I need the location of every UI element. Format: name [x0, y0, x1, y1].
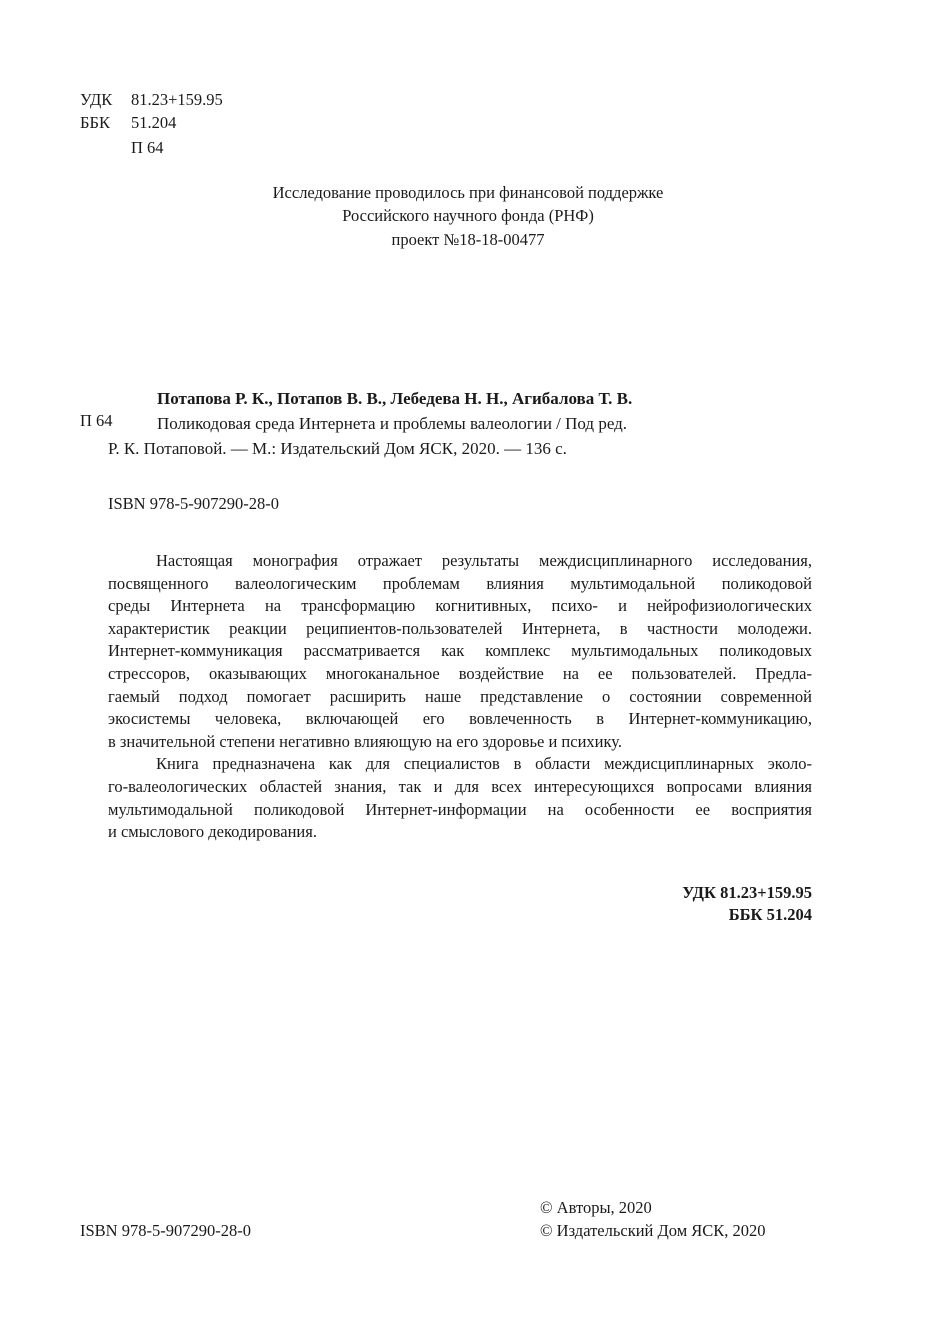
- title-line-2: Р. К. Потаповой. — М.: Издательский Дом ЯСК, 2020. — 136 с.: [108, 439, 567, 458]
- bbk-label: ББК: [80, 113, 110, 132]
- copyright-authors: © Авторы, 2020: [540, 1198, 652, 1217]
- bbk-value: 51.204: [131, 113, 177, 132]
- abstract-paragraph-2: [108, 753, 812, 843]
- abstract-line: гаемый подход помогает расширить наше представление о состоянии современной: [108, 686, 812, 706]
- bbk-code: ББК 51.204: [728, 905, 812, 924]
- funding-line-1: Исследование проводилось при финансовой поддержке: [272, 183, 664, 202]
- copyright-publisher: © Издательский Дом ЯСК, 2020: [540, 1221, 766, 1240]
- funding-line-2: Российского научного фонда (РНФ): [342, 206, 594, 225]
- abstract-line: и смыслового декодирования.: [108, 822, 317, 842]
- udk-label: УДК: [80, 90, 113, 109]
- abstract-line: посвященного валеологическим проблемам влияния мультимодальной поликодовой: [108, 573, 812, 593]
- abstract-line: характеристик реакции реципиентов-пользователей Интернета, в частности молодежи.: [108, 618, 812, 638]
- author-mark: П 64: [131, 138, 164, 157]
- title-line-1: Поликодовая среда Интернета и проблемы валеологии / Под ред.: [157, 414, 628, 433]
- margin-author-mark: П 64: [80, 411, 113, 430]
- abstract-line: мультимодальной поликодовой Интернет-информации на особенности ее восприятия: [108, 799, 812, 819]
- udk-value: 81.23+159.95: [131, 90, 223, 109]
- abstract-line: го-валеологических областей знания, так и для всех интересующихся вопросами влияния: [108, 776, 812, 796]
- udk-code: УДК 81.23+159.95: [682, 883, 812, 902]
- abstract-line: в значительной степени негативно влияющую на его здоровье и психику.: [108, 731, 622, 751]
- abstract-line: экосистемы человека, включающей его вовлеченность в Интернет-коммуникацию,: [108, 709, 812, 729]
- abstract-line: Книга предназначена как для специалистов в области междисциплинарных эколо-: [156, 754, 812, 774]
- abstract: [108, 550, 812, 844]
- abstract-line: стрессоров, оказывающих многоканальное воздействие на ее пользователей. Предла-: [108, 663, 812, 683]
- authors: Потапова Р. К., Потапов В. В., Лебедева Н. Н., Агибалова Т. В.: [157, 389, 633, 408]
- abstract-line: среды Интернета на трансформацию когнитивных, психо- и нейрофизиологических: [108, 596, 812, 616]
- isbn: ISBN 978-5-907290-28-0: [108, 494, 279, 513]
- abstract-paragraph-1: [108, 550, 812, 753]
- funding-line-3: проект №18-18-00477: [391, 230, 545, 249]
- abstract-line: Настоящая монография отражает результаты междисциплинарного исследования,: [156, 551, 812, 570]
- footer-isbn: ISBN 978-5-907290-28-0: [80, 1221, 251, 1240]
- abstract-line: Интернет-коммуникация рассматривается как комплекс мультимодальных поликодовых: [108, 641, 812, 661]
